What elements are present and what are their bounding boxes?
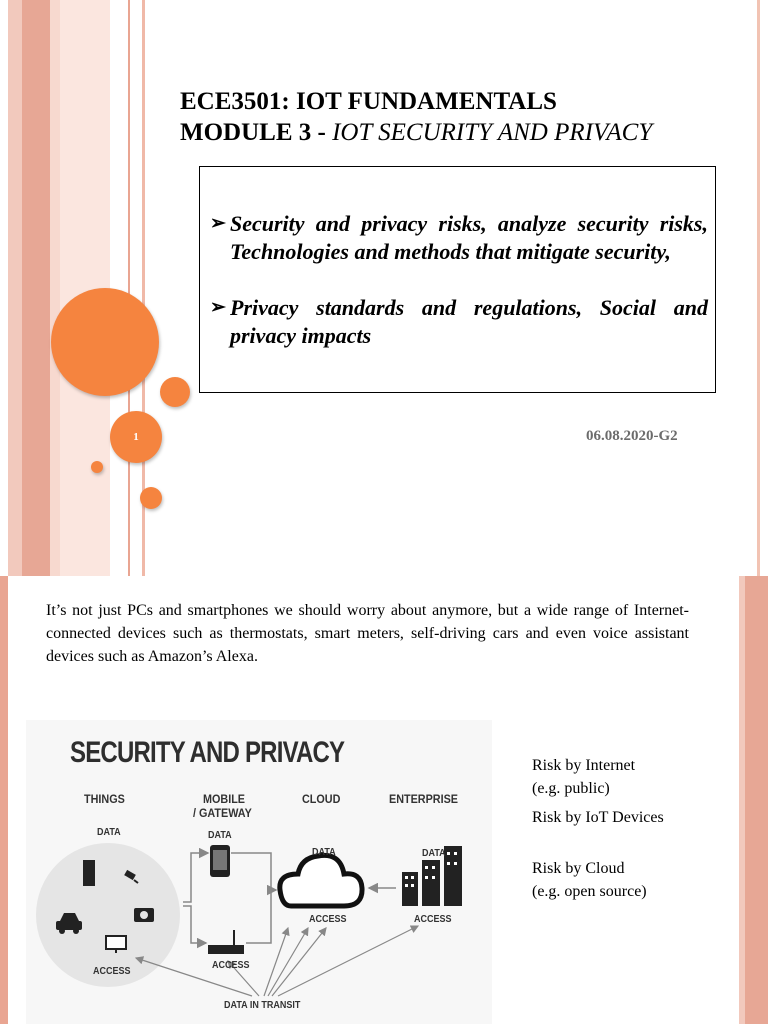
decor-stripe (0, 576, 8, 1024)
security-privacy-diagram (26, 720, 492, 1024)
decor-circle (140, 487, 162, 509)
column-things: THINGS (84, 792, 125, 806)
decor-stripe (22, 0, 50, 576)
camera-icon (134, 908, 154, 922)
transit-arrow (264, 928, 288, 996)
title-module-topic: IOT SECURITY AND PRIVACY (332, 119, 653, 146)
cloud-icon (280, 855, 362, 906)
decor-circle-small (91, 461, 103, 473)
arrow-bullet-icon: ➢ (210, 213, 226, 234)
data-label-enterprise: DATA (422, 848, 446, 859)
transit-arrow (268, 928, 308, 996)
diagram-title: SECURITY AND PRIVACY (70, 736, 345, 769)
decor-circle (160, 377, 190, 407)
data-in-transit-label: DATA IN TRANSIT (224, 1000, 301, 1011)
risk-internet-example: (e.g. public) (532, 780, 610, 797)
risk-cloud-example: (e.g. open source) (532, 883, 647, 900)
decor-stripe (50, 0, 60, 576)
data-label-mobile: DATA (208, 830, 232, 841)
decor-line (757, 0, 760, 576)
diagram-graphics (26, 720, 492, 1024)
decor-stripe (8, 0, 22, 576)
smartphone-icon (210, 845, 230, 877)
topics-box (199, 166, 716, 393)
risk-internet: Risk by Internet (532, 757, 636, 774)
list-item (210, 210, 708, 266)
slide-2 (0, 576, 768, 1024)
list-item (210, 294, 708, 350)
risk-cloud: Risk by Cloud (532, 860, 625, 877)
data-label-cloud: DATA (312, 847, 336, 858)
connector-arrow (183, 906, 206, 943)
bullet-text: Privacy standards and regulations, Social and privacy impacts (230, 295, 708, 348)
decor-circle-large (51, 288, 159, 396)
risk-iot-devices: Risk by IoT Devices (532, 809, 664, 826)
access-label-enterprise: ACCESS (414, 914, 452, 925)
column-cloud: CLOUD (302, 792, 341, 806)
column-gateway: / GATEWAY (193, 806, 252, 820)
slide-number: 1 (133, 431, 139, 443)
connector-line (231, 853, 271, 943)
access-label-gateway: ACCESS (212, 960, 250, 971)
title-line-2 (180, 117, 652, 148)
column-mobile: MOBILE (203, 792, 246, 806)
access-label-things: ACCESS (93, 966, 131, 977)
decor-stripe (745, 576, 768, 1024)
title-module: MODULE 3 - (180, 119, 333, 146)
slide-title (180, 86, 652, 148)
access-label-cloud: ACCESS (309, 914, 347, 925)
bullet-text: Security and privacy risks, analyze security risks, Technologies and methods that mitigate security, (230, 211, 708, 264)
arrow-bullet-icon: ➢ (210, 297, 226, 318)
intro-paragraph: It’s not just PCs and smartphones we should worry about anymore, but a wide range of Internet-connected devices such as thermostats, smart meters, self-driving cars and even voice assistant devices such as Amazon’s Alexa. (46, 602, 689, 665)
title-line-1: ECE3501: IOT FUNDAMENTALS (180, 88, 557, 115)
decor-line (128, 0, 130, 576)
router-icon (208, 930, 244, 954)
column-enterprise: ENTERPRISE (389, 792, 459, 806)
connector-arrow (183, 853, 208, 902)
transit-arrow (278, 926, 418, 996)
data-label-things: DATA (97, 827, 121, 838)
date-label: 06.08.2020-G2 (586, 428, 678, 444)
thermostat-icon (83, 860, 95, 886)
